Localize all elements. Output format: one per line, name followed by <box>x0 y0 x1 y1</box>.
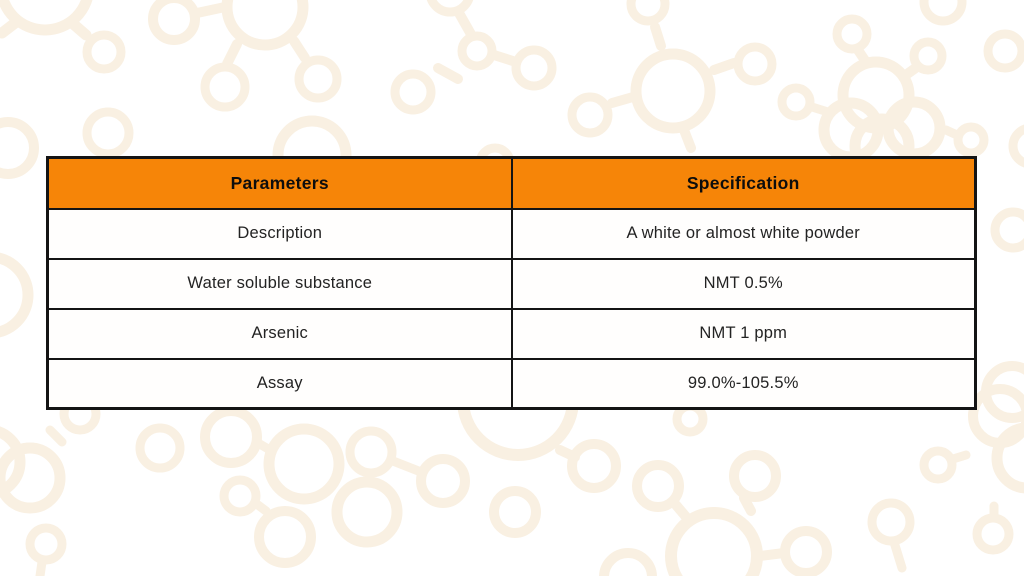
table-row <box>48 359 976 409</box>
parameters-header-cell: Parameters <box>48 158 512 209</box>
parameter-cell: Assay <box>48 359 512 409</box>
table-row <box>48 259 976 309</box>
specification-table <box>46 156 977 410</box>
specification-header-cell: Specification <box>512 158 976 209</box>
parameter-cell: Description <box>48 209 512 259</box>
parameter-cell: Arsenic <box>48 309 512 359</box>
specification-cell: A white or almost white powder <box>512 209 976 259</box>
parameter-cell: Water soluble substance <box>48 259 512 309</box>
specification-cell: 99.0%-105.5% <box>512 359 976 409</box>
table-header-row <box>48 158 976 209</box>
table-row <box>48 209 976 259</box>
specification-cell: NMT 0.5% <box>512 259 976 309</box>
table-row <box>48 309 976 359</box>
specification-cell: NMT 1 ppm <box>512 309 976 359</box>
